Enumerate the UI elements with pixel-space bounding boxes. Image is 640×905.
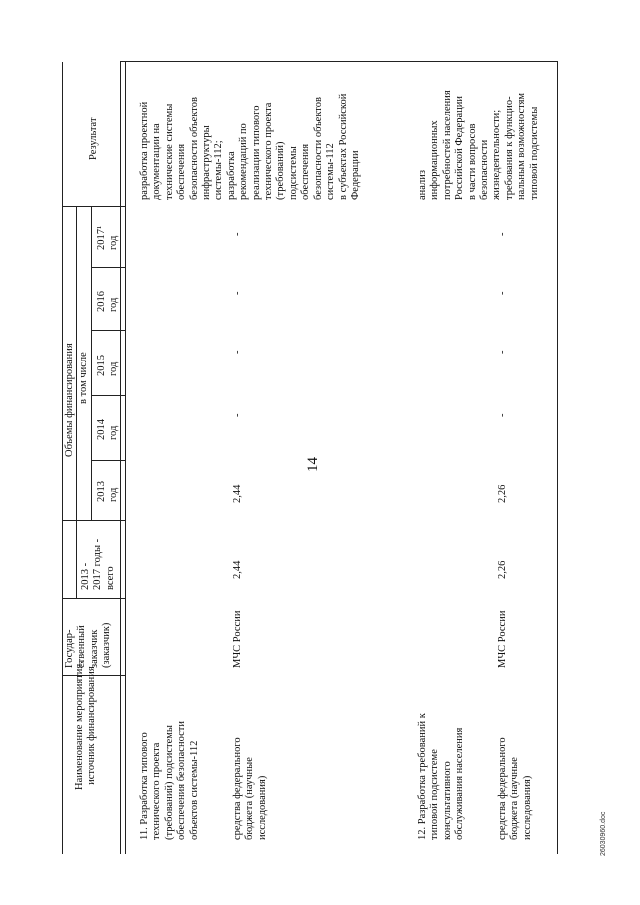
footer-code: 26030960.doc [600,811,607,856]
header-2013: 2013 год [96,481,120,502]
row-2013: 2,26 [497,484,508,503]
col-sep-2016-2017 [91,267,126,268]
table-header-left-border [120,61,121,854]
row-2015: - [232,350,243,354]
header-customer: Государ- ственный заказчик (заказчик) [64,622,113,668]
row-customer: МЧС России [232,610,243,668]
row-result: разработка проектной документации на технические системы обеспечения безопасности объектов инфраструктуры системы-112; разработка рекомендаций по реализации типового технического проекта (требований) подсистемы обеспечения безопасности объектов системы-112 в субъектах Российской Федерации [139,93,361,200]
col-sep-customer-total [62,598,126,599]
row-total: 2,26 [497,560,508,579]
row-2014: - [497,413,508,417]
col-sep-2013-2014 [91,460,126,461]
row-source: средства федерального бюджета (научные исследования) [497,737,533,840]
row-2017: - [232,232,243,236]
row-customer: МЧС России [497,610,508,668]
header-2015: 2015 год [96,355,120,376]
header-2016: 2016 год [96,291,120,312]
row-2017: - [497,232,508,236]
funding-top [62,206,63,598]
col-sep-funding-result [62,206,126,207]
row-result: анализ информационных потребностей населения Российской Федерации в части вопросов безопасности жизнедеятельности; требования к функцио- нальным возможностям типовой подсистемы [417,90,540,200]
table-bottom-border [557,61,558,854]
row-title: 12. Разработка требований к типовой подсистеме консультативного обслуживания населения [417,713,466,840]
header-result: Результат [88,117,99,160]
header-funding-group: Объемы финансирования [64,343,75,457]
in-that-line [91,206,92,520]
row-title: 11. Разработка типового технического проекта (требований) подсистемы обеспечения безопасности объектов системы-112 [139,721,200,840]
table-body-start-line [125,61,126,854]
row-2016: - [497,291,508,295]
row-2013: 2,44 [232,484,243,503]
header-total: 2013 - 2017 годы - всего [80,538,116,590]
row-source: средства федерального бюджета (научные исследования) [232,737,268,840]
table-top-border [120,61,557,62]
header-2014: 2014 год [96,419,120,440]
header-name: Наименование мероприятия, источник финансирования [74,661,98,790]
row-2014: - [232,413,243,417]
row-total: 2,44 [232,560,243,579]
row-2015: - [497,350,508,354]
col-sep-2015-2016 [91,330,126,331]
row-2016: - [232,291,243,295]
col-sep-2014-2015 [91,395,126,396]
header-2017: 2017¹ год [96,225,120,250]
page-number: 14 [305,457,321,472]
col-sep-total-2013 [62,520,126,521]
header-in-that: в том числе [78,352,89,404]
